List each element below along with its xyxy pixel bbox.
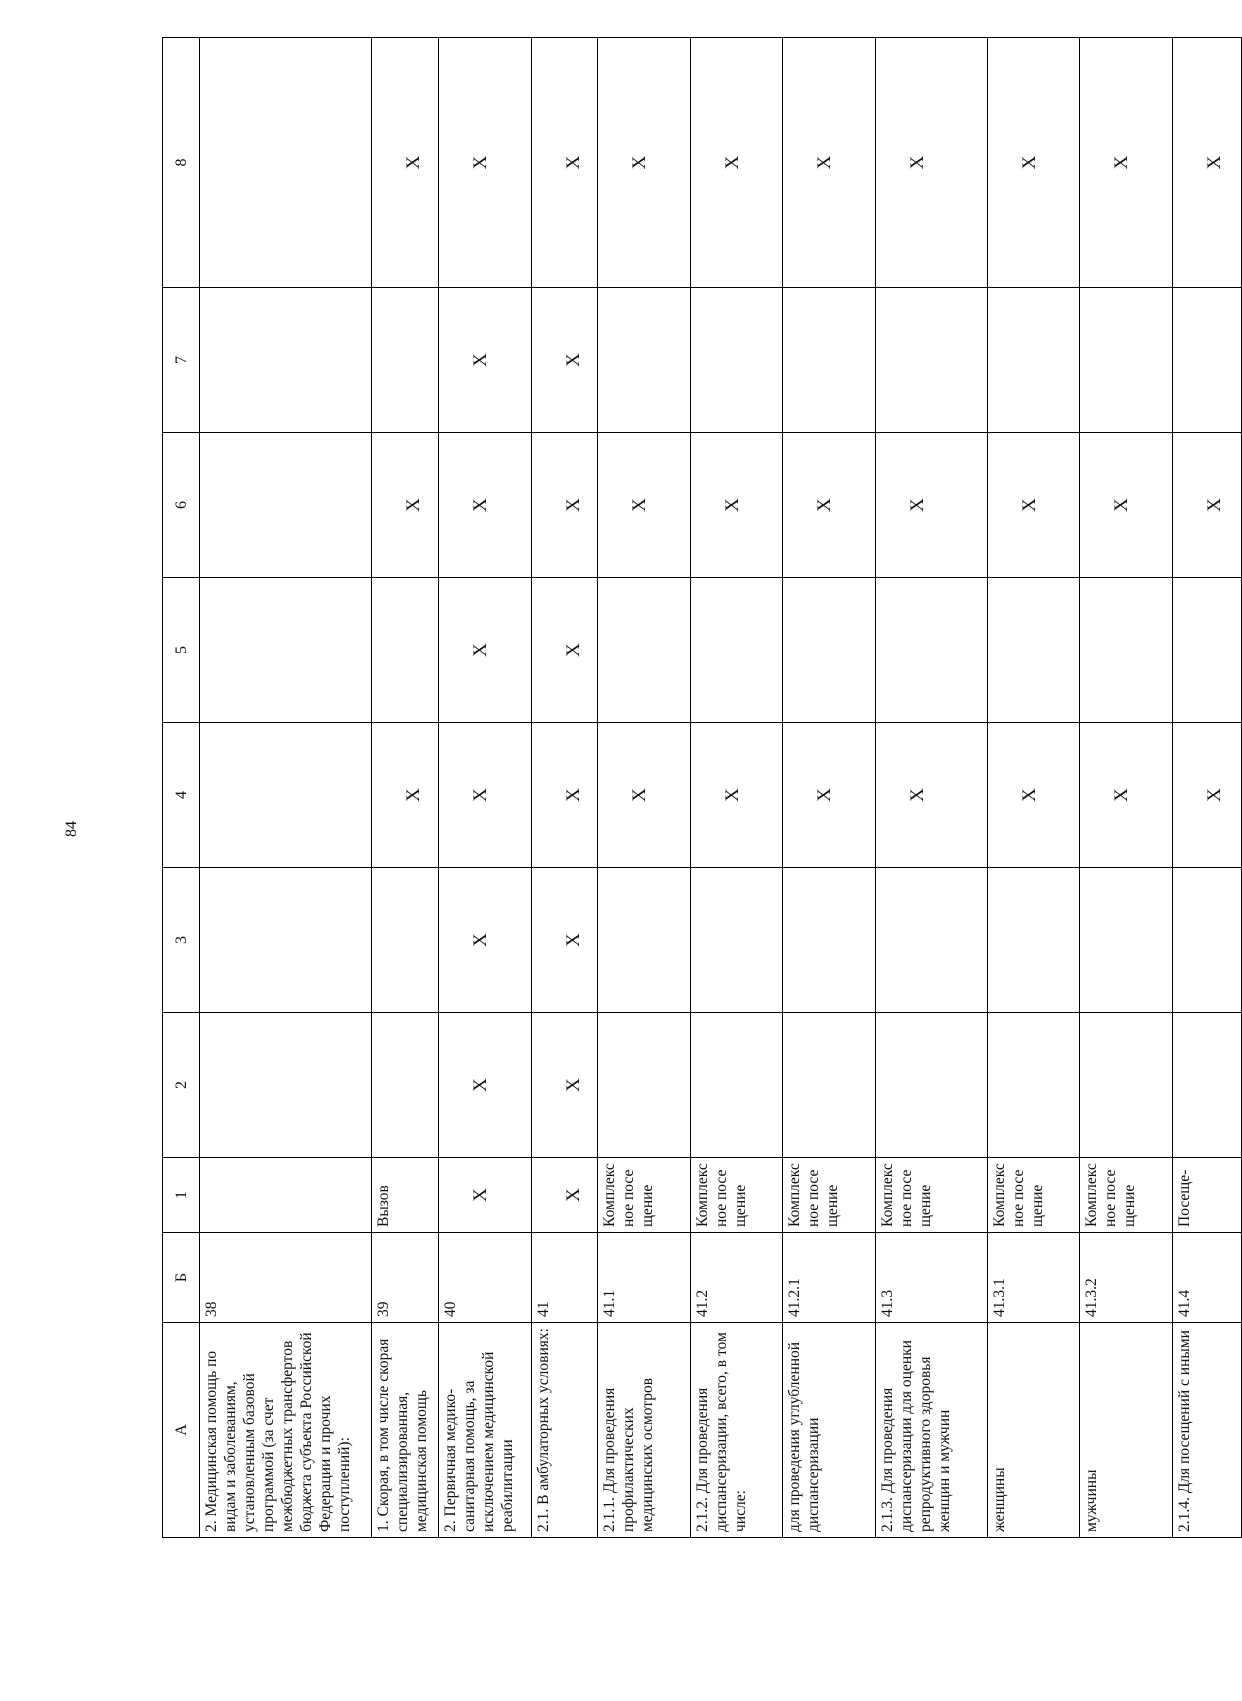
data-table xyxy=(162,37,1242,1538)
unit-cell: X xyxy=(438,1158,531,1233)
value-cell-5: X xyxy=(438,578,531,723)
value-cell-3 xyxy=(875,868,987,1013)
value-cell-8 xyxy=(200,38,372,288)
row-code-cell: 41.3.1 xyxy=(987,1233,1080,1323)
unit-cell: Комплексное посещение xyxy=(783,1158,876,1233)
value-cell-4: X xyxy=(783,723,876,868)
value-cell-8: X xyxy=(531,38,598,288)
header-row xyxy=(163,38,200,1538)
value-cell-4: X xyxy=(531,723,598,868)
value-cell-8: X xyxy=(1173,38,1242,288)
value-cell-6: X xyxy=(438,433,531,578)
value-cell-4: X xyxy=(438,723,531,868)
row-name-cell: 2.1. В амбулаторных условиях: xyxy=(531,1323,598,1538)
row-code-cell: 39 xyxy=(372,1233,439,1323)
column-header: 8 xyxy=(163,38,200,288)
value-cell-7 xyxy=(372,288,439,433)
value-cell-2 xyxy=(1080,1013,1173,1158)
page-number: 84 xyxy=(63,821,80,837)
table-row xyxy=(1080,38,1173,1538)
value-cell-2: X xyxy=(438,1013,531,1158)
table-row xyxy=(438,38,531,1538)
value-cell-7 xyxy=(783,288,876,433)
row-code-cell: 41.2 xyxy=(690,1233,783,1323)
unit-cell: Комплексное посещение xyxy=(987,1158,1080,1233)
value-cell-6: X xyxy=(372,433,439,578)
value-cell-6: X xyxy=(875,433,987,578)
column-header: А xyxy=(163,1323,200,1538)
table-row xyxy=(372,38,439,1538)
table-row xyxy=(598,38,691,1538)
value-cell-5 xyxy=(372,578,439,723)
unit-cell: Комплексное посещение xyxy=(1080,1158,1173,1233)
value-cell-3 xyxy=(372,868,439,1013)
column-header: 5 xyxy=(163,578,200,723)
value-cell-6: X xyxy=(531,433,598,578)
column-header: 1 xyxy=(163,1158,200,1233)
unit-cell: Посеще- xyxy=(1173,1158,1242,1233)
row-name-cell: 1. Скорая, в том числе скорая специализированная, медицинская помощь xyxy=(372,1323,439,1538)
value-cell-4 xyxy=(200,723,372,868)
row-name-cell: 2. Медицинская помощь по видам и заболеваниям, установленным базовой программой (за счет межбюджетных трансфертов бюджета субъекта Российской Федерации и прочих поступлений): xyxy=(200,1323,372,1538)
value-cell-2 xyxy=(598,1013,691,1158)
value-cell-2 xyxy=(372,1013,439,1158)
value-cell-7 xyxy=(690,288,783,433)
row-name-cell: 2. Первичная медико-санитарная помощь, за исключением медицинской реабилитации xyxy=(438,1323,531,1538)
column-header: 2 xyxy=(163,1013,200,1158)
value-cell-5 xyxy=(200,578,372,723)
table-row xyxy=(987,38,1080,1538)
value-cell-5 xyxy=(875,578,987,723)
value-cell-4: X xyxy=(598,723,691,868)
value-cell-4: X xyxy=(372,723,439,868)
column-header: 7 xyxy=(163,288,200,433)
value-cell-3 xyxy=(598,868,691,1013)
row-name-cell: для проведения углубленной диспансеризации xyxy=(783,1323,876,1538)
value-cell-3 xyxy=(783,868,876,1013)
value-cell-8: X xyxy=(783,38,876,288)
value-cell-5 xyxy=(690,578,783,723)
row-code-cell: 41 xyxy=(531,1233,598,1323)
value-cell-4: X xyxy=(690,723,783,868)
value-cell-5 xyxy=(1080,578,1173,723)
value-cell-7 xyxy=(1173,288,1242,433)
value-cell-5 xyxy=(1173,578,1242,723)
row-code-cell: 41.2.1 xyxy=(783,1233,876,1323)
value-cell-5 xyxy=(598,578,691,723)
value-cell-6: X xyxy=(987,433,1080,578)
table-row xyxy=(1173,38,1242,1538)
value-cell-7: X xyxy=(531,288,598,433)
value-cell-8: X xyxy=(987,38,1080,288)
table-row xyxy=(783,38,876,1538)
value-cell-3 xyxy=(1173,868,1242,1013)
value-cell-6: X xyxy=(1080,433,1173,578)
row-name-cell: мужчины xyxy=(1080,1323,1173,1538)
value-cell-6: X xyxy=(1173,433,1242,578)
unit-cell: Вызов xyxy=(372,1158,439,1233)
value-cell-3 xyxy=(690,868,783,1013)
value-cell-8: X xyxy=(875,38,987,288)
table-row xyxy=(690,38,783,1538)
unit-cell xyxy=(200,1158,372,1233)
value-cell-3 xyxy=(200,868,372,1013)
rotated-table-container xyxy=(162,38,1242,1538)
value-cell-4: X xyxy=(1080,723,1173,868)
value-cell-3 xyxy=(987,868,1080,1013)
value-cell-5 xyxy=(783,578,876,723)
unit-cell: Комплексное посещение xyxy=(875,1158,987,1233)
value-cell-5 xyxy=(987,578,1080,723)
value-cell-2 xyxy=(200,1013,372,1158)
value-cell-7: X xyxy=(438,288,531,433)
column-header: 3 xyxy=(163,868,200,1013)
value-cell-7 xyxy=(987,288,1080,433)
column-header: Б xyxy=(163,1233,200,1323)
value-cell-3: X xyxy=(438,868,531,1013)
value-cell-6 xyxy=(200,433,372,578)
value-cell-2 xyxy=(875,1013,987,1158)
row-name-cell: женщины xyxy=(987,1323,1080,1538)
value-cell-2: X xyxy=(531,1013,598,1158)
unit-cell: Комплексное посещение xyxy=(690,1158,783,1233)
table-row xyxy=(531,38,598,1538)
row-code-cell: 41.4 xyxy=(1173,1233,1242,1323)
value-cell-7 xyxy=(1080,288,1173,433)
value-cell-2 xyxy=(783,1013,876,1158)
unit-cell: Комплексное посещение xyxy=(598,1158,691,1233)
value-cell-5: X xyxy=(531,578,598,723)
value-cell-7 xyxy=(875,288,987,433)
row-name-cell: 2.1.1. Для проведения профилактических медицинских осмотров xyxy=(598,1323,691,1538)
value-cell-8: X xyxy=(438,38,531,288)
value-cell-7 xyxy=(200,288,372,433)
row-code-cell: 41.1 xyxy=(598,1233,691,1323)
row-code-cell: 38 xyxy=(200,1233,372,1323)
row-name-cell: 2.1.2. Для проведения диспансеризации, всего, в том числе: xyxy=(690,1323,783,1538)
column-header: 6 xyxy=(163,433,200,578)
row-name-cell: 2.1.4. Для посещений с иными xyxy=(1173,1323,1242,1538)
column-header: 4 xyxy=(163,723,200,868)
value-cell-2 xyxy=(1173,1013,1242,1158)
value-cell-4: X xyxy=(987,723,1080,868)
unit-cell: X xyxy=(531,1158,598,1233)
value-cell-8: X xyxy=(1080,38,1173,288)
value-cell-3 xyxy=(1080,868,1173,1013)
value-cell-2 xyxy=(690,1013,783,1158)
value-cell-6: X xyxy=(598,433,691,578)
value-cell-8: X xyxy=(690,38,783,288)
value-cell-8: X xyxy=(598,38,691,288)
value-cell-4: X xyxy=(1173,723,1242,868)
row-name-cell: 2.1.3. Для проведения диспансеризации для оценки репродуктивного здоровья женщин и мужчин xyxy=(875,1323,987,1538)
value-cell-3: X xyxy=(531,868,598,1013)
table-body xyxy=(200,38,1242,1538)
value-cell-8: X xyxy=(372,38,439,288)
table-row xyxy=(875,38,987,1538)
value-cell-6: X xyxy=(690,433,783,578)
value-cell-7 xyxy=(598,288,691,433)
value-cell-6: X xyxy=(783,433,876,578)
table-row xyxy=(200,38,372,1538)
row-code-cell: 41.3 xyxy=(875,1233,987,1323)
value-cell-4: X xyxy=(875,723,987,868)
value-cell-2 xyxy=(987,1013,1080,1158)
row-code-cell: 40 xyxy=(438,1233,531,1323)
row-code-cell: 41.3.2 xyxy=(1080,1233,1173,1323)
